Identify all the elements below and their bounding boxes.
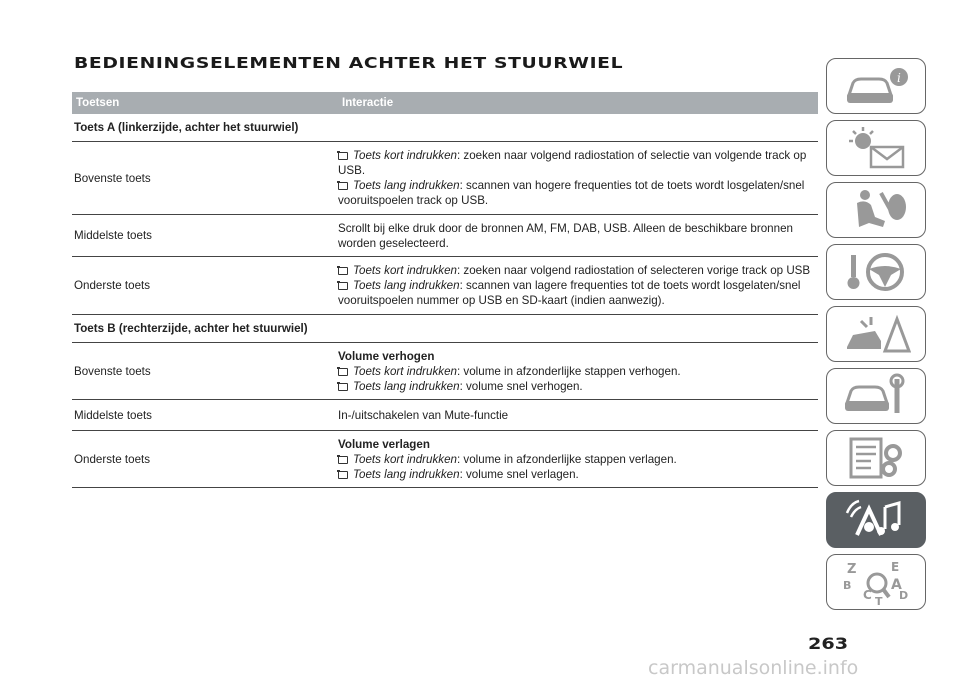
index-letter: B — [843, 579, 852, 592]
page-number: 263 — [808, 634, 849, 653]
multimedia-icon — [841, 497, 911, 543]
tab-multimedia[interactable] — [826, 492, 926, 548]
bullet-item — [338, 379, 814, 394]
table-row — [72, 343, 818, 400]
row-heading: Volume verhogen — [338, 350, 435, 363]
bullet-text: : volume snel verlagen. — [459, 468, 579, 481]
table-row — [72, 400, 818, 431]
emergency-breakdown-icon — [841, 311, 911, 357]
index-letter: A — [891, 577, 902, 593]
index-letter: E — [891, 560, 900, 574]
warning-lights-icon — [841, 125, 911, 171]
bullet-text: : zoeken naar volgend radiostation of selecteren vorige track op USB — [456, 264, 811, 277]
tab-specifications[interactable] — [826, 430, 926, 486]
bullet-continuation: vooruitspoelen track op USB. — [338, 194, 489, 207]
row-key: Middelste toets — [74, 229, 152, 242]
bullet-text: : scannen van lagere frequenties tot de toets wordt losgelaten/snel — [459, 279, 801, 292]
bullet-icon — [338, 282, 348, 290]
section-b-title: Toets B (rechterzijde, achter het stuurwiel) — [72, 315, 818, 343]
page-title: BEDIENINGSELEMENTEN ACHTER HET STUURWIEL — [74, 54, 624, 72]
bullet-icon — [338, 182, 348, 190]
row-key: Bovenste toets — [74, 171, 151, 185]
bullet-text: : volume in afzonderlijke stappen verhogen. — [456, 365, 681, 378]
tab-emergency[interactable] — [826, 306, 926, 362]
specifications-icon — [841, 435, 911, 481]
emphasis: Toets lang indrukken — [353, 279, 460, 292]
emphasis: Toets lang indrukken — [353, 468, 460, 481]
emphasis: Toets kort indrukken — [353, 453, 457, 466]
bullet-continuation: USB. — [338, 164, 366, 177]
watermark: carmanualsonline.info — [648, 657, 859, 679]
header-toetsen: Toetsen — [76, 96, 120, 109]
row-key: Onderste toets — [74, 452, 151, 466]
bullet-text: : volume snel verhogen. — [459, 380, 583, 393]
tab-key-steering[interactable] — [826, 244, 926, 300]
tab-car-info[interactable] — [826, 58, 926, 114]
bullet-icon — [338, 368, 348, 376]
bullet-item — [338, 278, 814, 293]
row-value — [338, 257, 818, 314]
index-icon — [841, 559, 911, 605]
table-header — [72, 92, 818, 114]
tab-maintenance[interactable] — [826, 368, 926, 424]
bullet-icon — [338, 152, 348, 160]
controls-table — [72, 92, 818, 488]
bullet-item — [338, 263, 814, 278]
key-steering-icon — [841, 249, 911, 295]
bullet-item — [338, 364, 814, 379]
table-row — [72, 215, 818, 257]
table-row — [72, 431, 818, 488]
emphasis: Toets kort indrukken — [353, 149, 457, 162]
bullet-item — [338, 148, 814, 163]
row-value — [338, 431, 818, 487]
emphasis: Toets lang indrukken — [353, 179, 460, 192]
airbag-safety-icon — [841, 187, 911, 233]
index-letter: T — [875, 595, 883, 605]
bullet-icon — [338, 456, 348, 464]
section-a-title: Toets A (linkerzijde, achter het stuurwiel) — [72, 114, 818, 142]
tab-airbag-safety[interactable] — [826, 182, 926, 238]
row-key: Middelste toets — [74, 408, 152, 422]
row-value: In-/uitschakelen van Mute-functie — [338, 408, 509, 422]
row-key: Bovenste toets — [74, 364, 151, 378]
bullet-item — [338, 178, 814, 193]
row-value: Scrollt bij elke druk door de bronnen AM, FM, DAB, USB. Alleen de beschikbare bronnen worden geselecteerd. — [338, 222, 793, 250]
emphasis: Toets lang indrukken — [353, 380, 460, 393]
chapter-tabs — [826, 58, 928, 616]
row-value — [338, 142, 818, 214]
bullet-text: : scannen van hogere frequenties tot de toets wordt losgelaten/snel — [459, 179, 805, 192]
header-interactie: Interactie — [342, 96, 394, 109]
index-letter: C — [863, 588, 872, 602]
emphasis: Toets kort indrukken — [353, 365, 457, 378]
bullet-text: : zoeken naar volgend radiostation of selectie van volgende track op — [456, 149, 807, 162]
car-info-icon — [841, 63, 911, 109]
bullet-item — [338, 467, 814, 482]
bullet-text: : volume in afzonderlijke stappen verlagen. — [456, 453, 677, 466]
svg-text:i: i — [897, 71, 901, 85]
bullet-icon — [338, 383, 348, 391]
tab-warning-lights[interactable] — [826, 120, 926, 176]
row-value — [338, 343, 818, 399]
tab-index[interactable] — [826, 554, 926, 610]
bullet-icon — [338, 267, 348, 275]
bullet-continuation: vooruitspoelen nummer op USB en SD-kaart (indien aanwezig). — [338, 294, 665, 307]
emphasis: Toets kort indrukken — [353, 264, 457, 277]
row-key: Onderste toets — [74, 279, 151, 292]
bullet-icon — [338, 471, 348, 479]
table-row — [72, 257, 818, 315]
table-row — [72, 142, 818, 215]
row-heading: Volume verlagen — [338, 438, 430, 451]
bullet-item — [338, 452, 814, 467]
index-letter: Z — [847, 562, 857, 577]
index-letter: D — [899, 589, 909, 602]
car-maintenance-icon — [841, 373, 911, 419]
